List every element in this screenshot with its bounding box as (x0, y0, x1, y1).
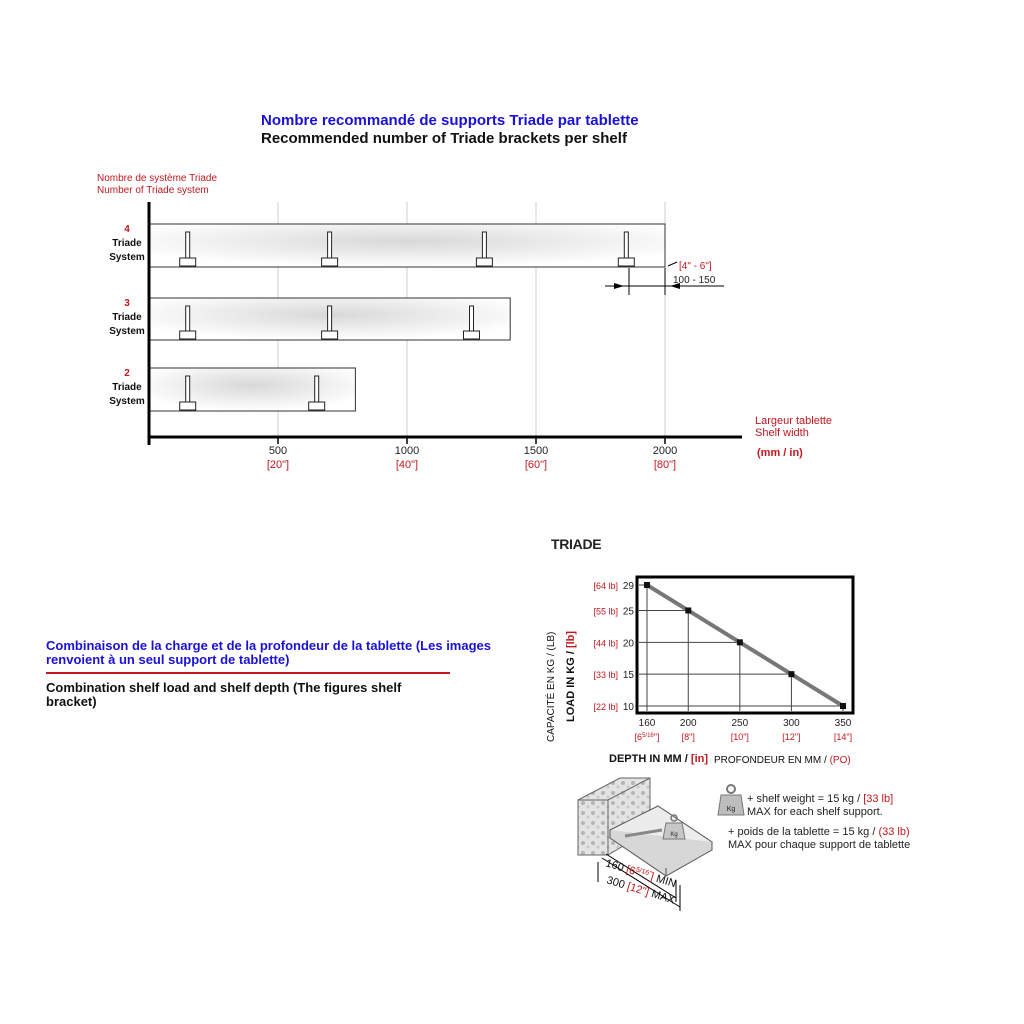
bracket-illustration (570, 770, 720, 925)
data-point (840, 703, 846, 709)
x-tick-label-in: $[6^{5/16}"]$ (634, 732, 660, 742)
x-tick-label: 350 (834, 718, 852, 729)
x-axis-label-en: Shelf width (755, 427, 809, 439)
category-label: Triade System (109, 238, 145, 263)
x-axis-label-fr (714, 755, 851, 766)
x-axis-label-fr-text: PROFONDEUR EN MM / (714, 755, 827, 766)
bracket-rod (315, 376, 319, 402)
shelf-bar (149, 224, 665, 267)
weight-note-fr-unit: (33 lb) (878, 826, 910, 838)
dim-min-in-close: ] (648, 871, 656, 884)
category-label: Triade System (109, 382, 145, 407)
annotation-in: [4" - 6"] (679, 261, 712, 272)
weight-icon-label: Kg (726, 806, 736, 813)
x-tick-label: 500 (268, 445, 288, 457)
y-tick-label: 10 (622, 702, 634, 713)
weight-note-en-unit: [33 lb] (863, 793, 894, 805)
bracket-rod (482, 232, 486, 258)
bracket-rod (328, 232, 332, 258)
bracket-base (618, 258, 634, 266)
category-number: 4 (124, 224, 130, 235)
shelf-width-chart (0, 0, 1024, 500)
x-tick-label: 160 (638, 718, 656, 729)
dim-max-in: [12"] (625, 880, 651, 899)
bracket-base (309, 402, 325, 410)
x-tick-label: 200 (679, 718, 697, 729)
line-chart-title: TRIADE (551, 536, 602, 552)
y-tick-label: 29 (622, 581, 634, 592)
section-title-fr: Combinaison de la charge et de la profondeur de la tablette (Les images renvoient à un seul support de tablette) (46, 638, 491, 667)
x-axis-label-fr-unit: (PO) (829, 755, 851, 766)
y-tick-label-lb: [22 lb] (593, 702, 618, 712)
dim-min-in: [6 (624, 863, 637, 878)
max-note-fr: MAX pour chaque support de tablette (728, 839, 911, 851)
chart-title-fr: Nombre recommandé de supports Triade par tablette (261, 112, 639, 129)
max-note-en: MAX for each shelf support. (747, 806, 883, 818)
section-divider (46, 672, 450, 674)
weight-note-fr (728, 826, 910, 839)
bracket-base (180, 402, 196, 410)
bracket-base (464, 331, 480, 339)
bracket-rod (624, 232, 628, 258)
y-axis-label-fr: CAPACITÉ EN KG / (LB) (546, 631, 557, 742)
weight-label: Kg (670, 832, 678, 838)
y-axis-label-en-text: LOAD IN KG / (565, 651, 577, 722)
y-tick-label: 25 (622, 606, 634, 618)
bracket-base (322, 331, 338, 339)
data-point (644, 582, 650, 588)
x-tick-label: 2000 (652, 445, 678, 457)
weight-note-fr-text: + poids de la tablette = 15 kg / (728, 826, 876, 838)
y-tick-label-lb: [55 lb] (593, 606, 618, 617)
chart-title-en: Recommended number of Triade brackets per shelf (261, 130, 627, 147)
data-point (737, 639, 743, 645)
x-tick-label-in: [20"] (266, 459, 290, 471)
data-point (788, 671, 794, 677)
bracket-base (180, 331, 196, 339)
bracket-base (180, 258, 196, 266)
bracket-rod (328, 306, 332, 331)
x-tick-label-in: [12"] (782, 732, 801, 742)
y-tick-label-lb: [33 lb] (593, 670, 618, 681)
bracket-base (476, 258, 492, 266)
x-axis-units: (mm / in) (757, 447, 803, 459)
x-tick-label: 300 (783, 718, 800, 729)
y-tick-label: 15 (622, 670, 634, 682)
y-axis-label-en: Number of Triade system (97, 185, 209, 196)
y-axis-label-en (565, 631, 577, 722)
data-point (685, 607, 691, 613)
weight-note-en-text: + shelf weight = 15 kg / (747, 793, 861, 805)
y-axis-label-fr: Nombre de système Triade (97, 173, 218, 184)
category-label: Triade System (109, 312, 145, 337)
x-axis-label-en-unit: [in] (690, 753, 709, 765)
bracket-base (322, 258, 338, 266)
dim-min-mm: 160 (604, 857, 626, 875)
x-tick-label: 1500 (523, 445, 549, 457)
category-number: 3 (124, 298, 130, 309)
y-tick-label: 20 (622, 638, 634, 650)
bracket-rod (186, 376, 190, 402)
x-tick-label-in: [14"] (833, 732, 853, 742)
x-tick-label: 1000 (394, 445, 420, 457)
bracket-rod (470, 306, 474, 331)
x-tick-label-in: [40"] (395, 459, 419, 471)
x-tick-label-in: [8"] (681, 732, 695, 742)
bracket-rod (186, 232, 190, 258)
dim-min-label: MIN (654, 872, 678, 891)
dim-min-in-frac: 5/16" (634, 866, 653, 878)
dimension-arrow (614, 283, 624, 289)
dim-max-label: MAX (649, 888, 677, 907)
x-tick-label: 250 (731, 718, 749, 729)
x-axis-label-fr: Largeur tablette (755, 415, 833, 427)
x-tick-label-in: [60"] (524, 459, 548, 471)
dim-max-mm: 300 (605, 874, 627, 892)
y-tick-label-lb: [44 lb] (593, 638, 618, 649)
y-tick-label-lb: [64 lb] (593, 581, 618, 591)
category-number: 2 (124, 368, 130, 379)
load-depth-chart (530, 565, 870, 770)
x-tick-label-in: [80"] (653, 459, 677, 471)
x-tick-label-in: [10"] (730, 732, 749, 742)
section-title-en: Combination shelf load and shelf depth (The figures shelf bracket) (46, 680, 402, 709)
annotation-leader (668, 262, 677, 266)
annotation-mm: 100 - 150 (673, 275, 716, 286)
bracket-rod (186, 306, 190, 331)
weight-note-en (747, 793, 893, 806)
x-axis-label-en-text: DEPTH IN MM / (609, 753, 688, 765)
y-axis-label-en-unit: [lb] (565, 630, 577, 649)
x-axis-label-en (609, 753, 708, 765)
weight-icon (716, 782, 746, 818)
